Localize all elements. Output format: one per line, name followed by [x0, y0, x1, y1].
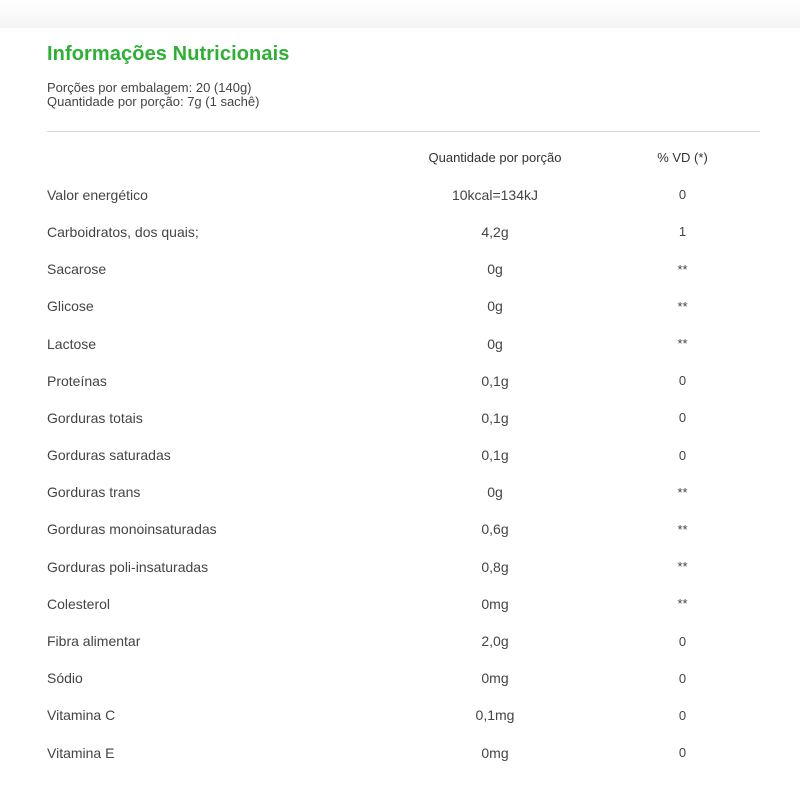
nutrient-daily-value: 0 — [678, 707, 687, 723]
nutrient-daily-value: 0 — [678, 373, 687, 389]
nutrient-daily-value: ** — [677, 559, 688, 575]
nutrient-name: Gorduras totais — [47, 409, 143, 426]
nutrient-name: Carboidratos, dos quais; — [47, 223, 199, 240]
column-header-nutrient — [47, 139, 397, 176]
nutrient-name: Lactose — [47, 335, 97, 352]
nutrient-quantity: 0mg — [481, 744, 509, 761]
nutrient-daily-value: ** — [677, 521, 688, 537]
table-row — [47, 585, 760, 622]
nutrient-daily-value: 1 — [678, 224, 687, 240]
nutrient-daily-value: ** — [677, 596, 688, 612]
nutrient-daily-value: ** — [677, 261, 688, 277]
nutrient-daily-value: 0 — [678, 447, 687, 463]
table-row — [47, 362, 760, 399]
nutrient-quantity: 0,1mg — [475, 707, 515, 724]
table-row — [47, 474, 760, 511]
nutrient-name: Glicose — [47, 298, 94, 315]
nutrient-quantity: 4,2g — [481, 223, 509, 240]
nutrient-daily-value: 0 — [678, 745, 687, 761]
column-header-daily-value: % VD (*) — [657, 150, 708, 166]
table-row — [47, 734, 760, 771]
table-body — [47, 176, 760, 771]
nutrient-quantity: 0,1g — [481, 372, 509, 389]
nutrient-name: Gorduras saturadas — [47, 447, 171, 464]
nutrient-daily-value: 0 — [678, 670, 687, 686]
portions-per-package: Porções por embalagem: 20 (140g) — [47, 80, 252, 95]
nutrient-quantity: 0mg — [481, 595, 509, 612]
nutrient-quantity: 10kcal=134kJ — [451, 186, 538, 203]
table-row — [47, 251, 760, 288]
nutrient-daily-value: 0 — [678, 410, 687, 426]
table-header — [47, 139, 760, 176]
nutrient-name: Vitamina E — [47, 744, 115, 761]
nutrient-name: Valor energético — [47, 186, 148, 203]
nutrient-daily-value: ** — [677, 298, 688, 314]
nutrient-daily-value: 0 — [678, 633, 687, 649]
table-row — [47, 511, 760, 548]
nutrient-quantity: 0,8g — [481, 558, 509, 575]
section-title: Informações Nutricionais — [47, 43, 290, 65]
nutrient-name: Sódio — [47, 670, 83, 687]
nutrient-name: Colesterol — [47, 595, 111, 612]
header-divider — [47, 131, 760, 132]
nutrient-name: Gorduras monoinsaturadas — [47, 521, 217, 538]
nutrient-daily-value: 0 — [678, 187, 687, 203]
nutrient-quantity: 2,0g — [481, 633, 509, 650]
table-row — [47, 622, 760, 659]
table-row — [47, 437, 760, 474]
nutrient-quantity: 0,1g — [481, 409, 509, 426]
nutrient-quantity: 0g — [487, 298, 503, 315]
nutrient-daily-value: ** — [677, 484, 688, 500]
table-row — [47, 213, 760, 250]
table-row — [47, 660, 760, 697]
table-row — [47, 399, 760, 436]
nutrition-panel — [28, 28, 778, 800]
portion-size: Quantidade por porção: 7g (1 sachê) — [47, 94, 260, 109]
top-shadow — [0, 0, 800, 28]
nutrient-name: Fibra alimentar — [47, 633, 141, 650]
nutrient-name: Vitamina C — [47, 707, 116, 724]
table-row — [47, 548, 760, 585]
nutrient-quantity: 0,6g — [481, 521, 509, 538]
nutrient-quantity: 0g — [487, 484, 503, 501]
table-row — [47, 325, 760, 362]
column-header-quantity: Quantidade por porção — [428, 150, 562, 166]
nutrient-quantity: 0g — [487, 335, 503, 352]
nutrition-table — [47, 139, 760, 771]
header-row — [47, 139, 760, 176]
table-row — [47, 697, 760, 734]
nutrient-quantity: 0,1g — [481, 447, 509, 464]
table-row — [47, 176, 760, 213]
nutrient-daily-value: ** — [677, 336, 688, 352]
nutrient-name: Gorduras poli-insaturadas — [47, 558, 209, 575]
table-row — [47, 288, 760, 325]
nutrient-quantity: 0mg — [481, 670, 509, 687]
nutrient-name: Proteínas — [47, 372, 107, 389]
nutrient-quantity: 0g — [487, 261, 503, 278]
nutrient-name: Gorduras trans — [47, 484, 141, 501]
nutrient-name: Sacarose — [47, 261, 107, 278]
